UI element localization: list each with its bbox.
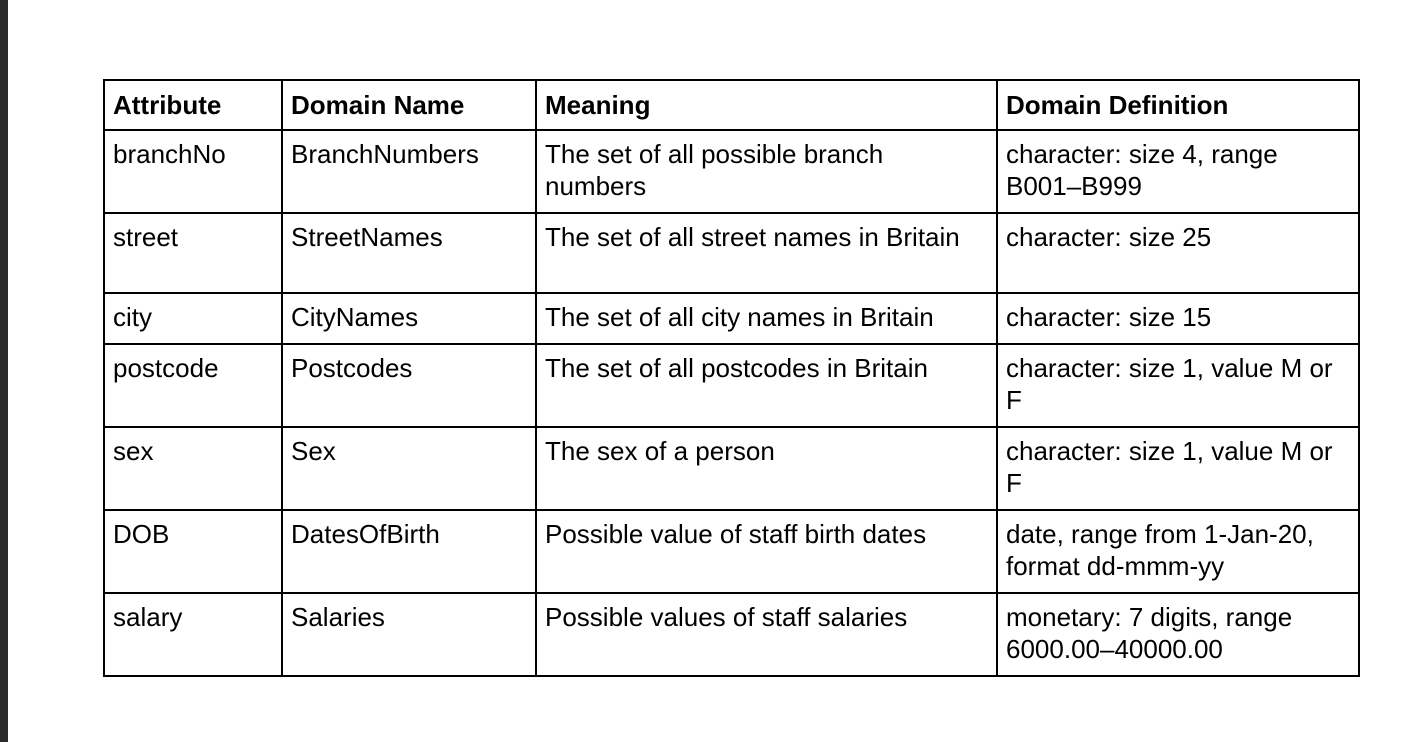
cell-domain-name: StreetNames [282,213,536,293]
header-domain-definition: Domain Definition [997,80,1359,130]
cell-domain-definition: date, range from 1-Jan-20, format dd-mmm-yy [997,510,1359,593]
header-attribute: Attribute [104,80,282,130]
cell-domain-definition: monetary: 7 digits, range 6000.00–40000.00 [997,593,1359,676]
header-meaning: Meaning [536,80,997,130]
cell-domain-name: Salaries [282,593,536,676]
cell-attribute: branchNo [104,130,282,213]
cell-attribute: salary [104,593,282,676]
cell-meaning: The set of all street names in Britain [536,213,997,293]
header-row [104,80,1359,130]
cell-meaning: The set of all city names in Britain [536,293,997,344]
cell-meaning: The set of all possible branch numbers [536,130,997,213]
cell-attribute: sex [104,427,282,510]
cell-attribute: city [104,293,282,344]
table-row [104,344,1359,427]
table-container [103,79,1360,677]
table-row [104,427,1359,510]
cell-domain-definition: character: size 1, value M or F [997,344,1359,427]
cell-meaning: The set of all postcodes in Britain [536,344,997,427]
cell-attribute: street [104,213,282,293]
window-edge [0,0,8,742]
domains-table [103,79,1360,677]
cell-attribute: postcode [104,344,282,427]
cell-domain-name: Sex [282,427,536,510]
cell-domain-definition: character: size 1, value M or F [997,427,1359,510]
table-row [104,510,1359,593]
cell-domain-name: Postcodes [282,344,536,427]
cell-domain-name: DatesOfBirth [282,510,536,593]
cell-domain-definition: character: size 25 [997,213,1359,293]
header-domain-name: Domain Name [282,80,536,130]
cell-domain-name: CityNames [282,293,536,344]
table-row [104,213,1359,293]
cell-meaning: The sex of a person [536,427,997,510]
cell-meaning: Possible values of staff salaries [536,593,997,676]
cell-meaning: Possible value of staff birth dates [536,510,997,593]
cell-domain-name: BranchNumbers [282,130,536,213]
table-row [104,130,1359,213]
cell-domain-definition: character: size 4, range B001–B999 [997,130,1359,213]
cell-domain-definition: character: size 15 [997,293,1359,344]
cell-attribute: DOB [104,510,282,593]
table-row [104,293,1359,344]
table-row [104,593,1359,676]
